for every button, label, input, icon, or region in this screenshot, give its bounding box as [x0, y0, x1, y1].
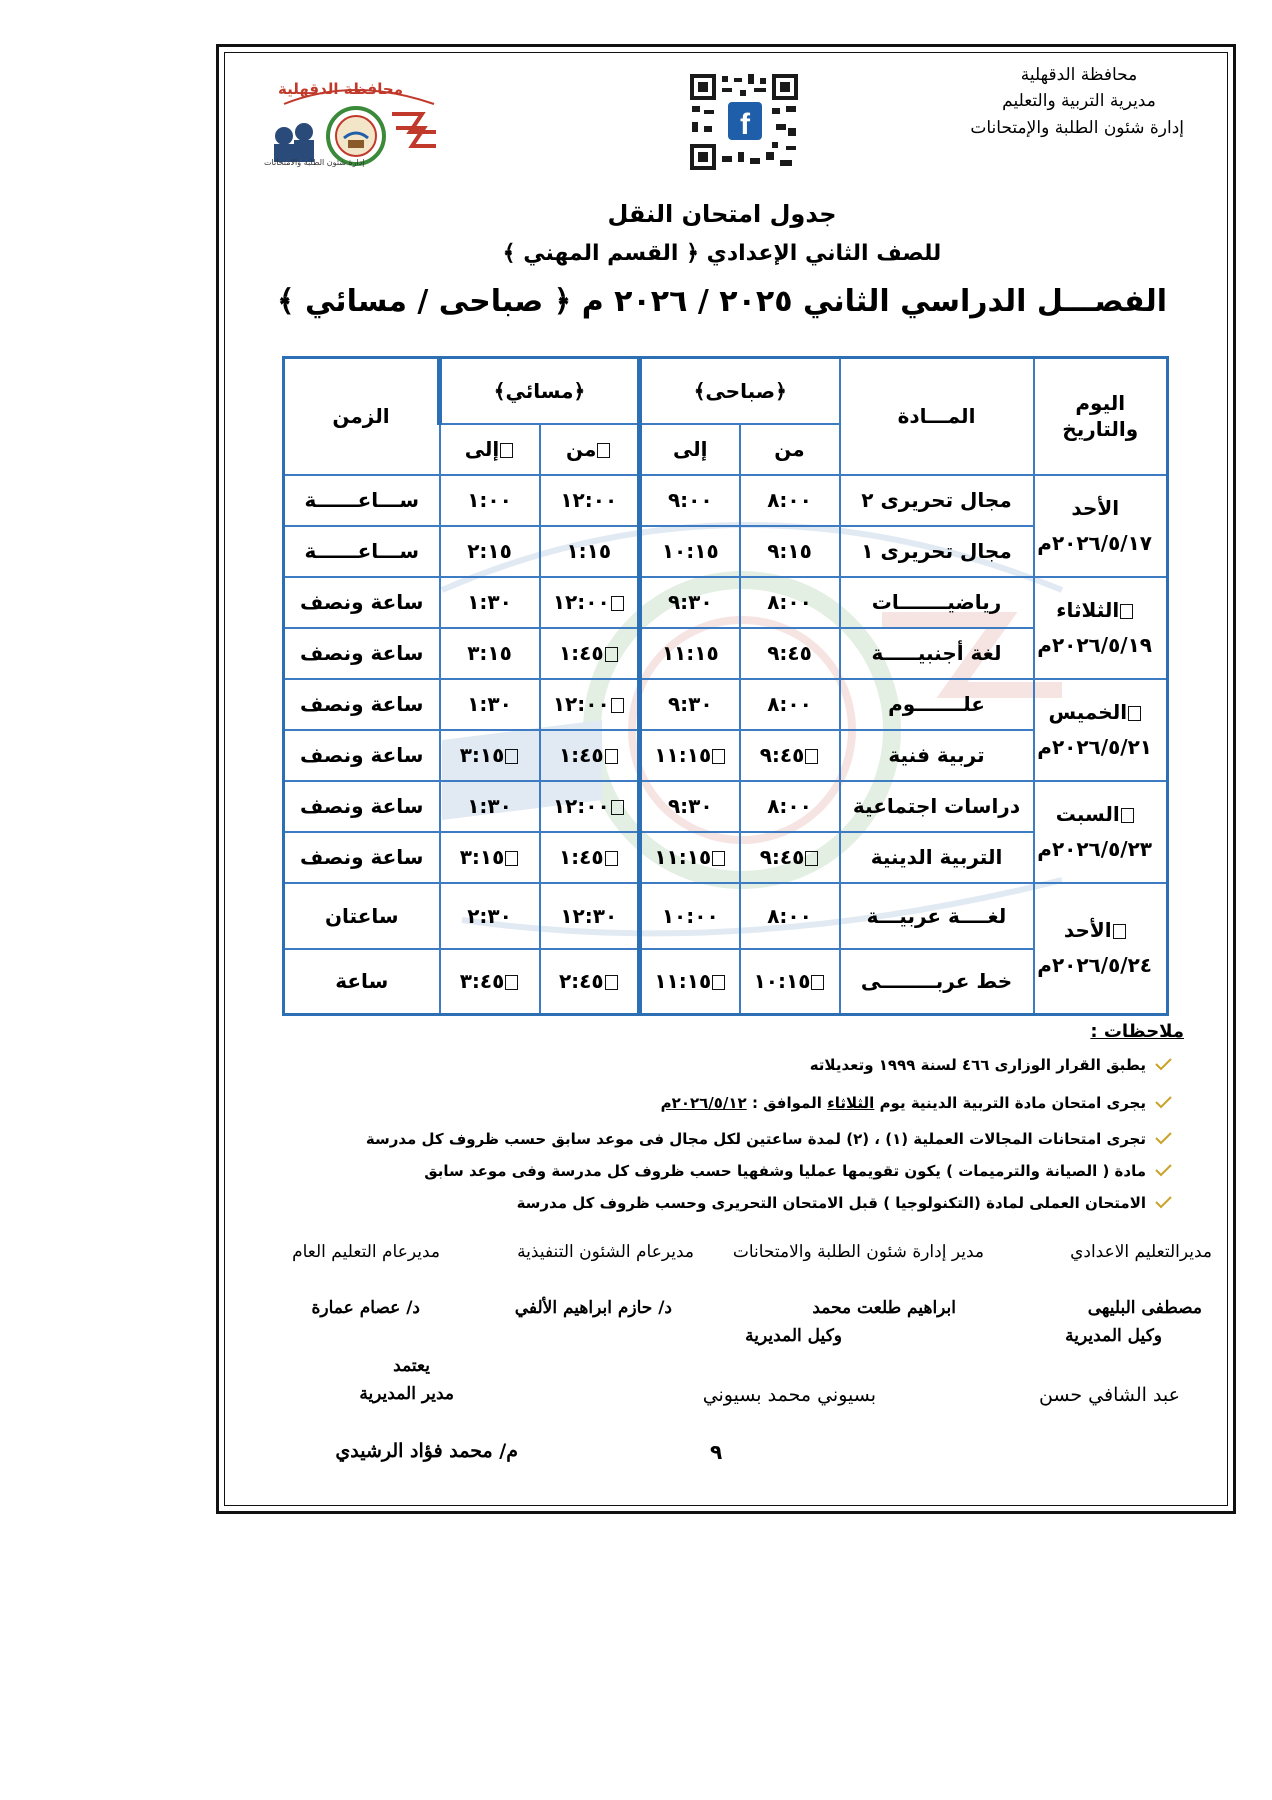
evening-from-cell: ١:٤٥ — [540, 730, 640, 781]
checkbox-icon — [605, 851, 618, 866]
evening-to-cell: ٣:١٥ — [440, 730, 540, 781]
signature-title: مديرعام التعليم العام — [292, 1242, 440, 1262]
checkbox-icon — [712, 851, 725, 866]
header-morning-from: من — [740, 424, 840, 475]
evening-to-cell: ٢:١٥ — [440, 526, 540, 577]
morning-from-cell: ٨:٠٠ — [740, 883, 840, 949]
checkbox-icon — [505, 975, 518, 990]
duration-cell: ساعة ونصف — [284, 679, 440, 730]
checkbox-icon — [505, 749, 518, 764]
checkbox-icon — [811, 975, 824, 990]
checkbox-icon — [605, 975, 618, 990]
duration-cell: ساعتان — [284, 883, 440, 949]
page-number: ٩ — [710, 1440, 723, 1464]
morning-to-cell: ٩:٠٠ — [640, 475, 740, 526]
header-morning-to: إلى — [640, 424, 740, 475]
checkbox-icon — [611, 800, 624, 815]
director-title: مدير المديرية — [359, 1384, 454, 1404]
subject-cell: تربية فنية — [840, 730, 1034, 781]
duration-cell: ساعة ونصف — [284, 577, 440, 628]
evening-from-cell: ١٢:٠٠ — [540, 475, 640, 526]
subject-cell: رياضيـــــــات — [840, 577, 1034, 628]
table-row — [284, 679, 1168, 730]
notes-title: ملاحظات : — [1090, 1021, 1184, 1042]
deputy-title: وكيل المديرية — [1065, 1326, 1162, 1346]
evening-from-cell: ١٢:٠٠ — [540, 577, 640, 628]
morning-to-cell: ٩:٣٠ — [640, 781, 740, 832]
check-arrow-icon — [1154, 1057, 1172, 1071]
note-item-religion: يجرى امتحان مادة التربية الدينية يوم الثلاثاء الموافق : ٢٠٢٦/٥/١٢م — [661, 1094, 1172, 1112]
note-item: مادة ( الصيانة والترميمات ) يكون تقويمها عمليا وشفهيا حسب ظروف كل مدرسة وفى موعد سابق — [424, 1162, 1172, 1180]
duration-cell: ساعة — [284, 949, 440, 1015]
signature-title: مدير إدارة شئون الطلبة والامتحانات — [732, 1242, 984, 1262]
checkbox-icon — [712, 749, 725, 764]
duration-cell: ساعة ونصف — [284, 781, 440, 832]
page-title: جدول امتحان النقل — [607, 200, 837, 228]
header-org-block — [970, 62, 1184, 141]
morning-from-cell: ٩:٤٥ — [740, 628, 840, 679]
duration-cell: ســـاعــــــة — [284, 475, 440, 526]
morning-to-cell: ١١:١٥ — [640, 949, 740, 1015]
evening-to-cell: ٣:٤٥ — [440, 949, 540, 1015]
note-item: يطبق القرار الوزارى ٤٦٦ لسنة ١٩٩٩ وتعديلاته — [810, 1056, 1172, 1074]
evening-to-cell: ٢:٣٠ — [440, 883, 540, 949]
checkbox-icon — [1113, 924, 1126, 939]
check-arrow-icon — [1154, 1195, 1172, 1209]
checkbox-icon — [805, 749, 818, 764]
duration-cell: ساعة ونصف — [284, 628, 440, 679]
logo-caption-bottom: إدارة شئون الطلبة والامتحانات — [264, 158, 365, 167]
signature-name: د/ حازم ابراهيم الألفي — [514, 1298, 672, 1318]
table-row — [284, 475, 1168, 526]
checkbox-icon — [605, 749, 618, 764]
signature-name: مصطفى البليهى — [1087, 1298, 1202, 1318]
morning-to-cell: ٩:٣٠ — [640, 577, 740, 628]
subject-cell: خط عربــــــــى — [840, 949, 1034, 1015]
morning-to-cell: ١٠:١٥ — [640, 526, 740, 577]
header-evening-from: من — [540, 424, 640, 475]
approve-label: يعتمد — [393, 1356, 430, 1376]
day-date-cell: الأحد ٢٠٢٦/٥/١٧م — [1034, 475, 1168, 577]
evening-from-cell: ١:١٥ — [540, 526, 640, 577]
header-subject: المـــادة — [840, 358, 1034, 475]
subject-cell: لغة أجنبيـــــة — [840, 628, 1034, 679]
day-date-cell: الثلاثاء ٢٠٢٦/٥/١٩م — [1034, 577, 1168, 679]
checkbox-icon — [712, 975, 725, 990]
morning-to-cell: ١١:١٥ — [640, 628, 740, 679]
duration-cell: ســـاعــــــة — [284, 526, 440, 577]
header-day-date: اليوم والتاريخ — [1034, 358, 1168, 475]
header-evening: ﴿مسائي﴾ — [440, 358, 640, 424]
duration-cell: ساعة ونصف — [284, 730, 440, 781]
deputy-name: عبد الشافي حسن — [1038, 1384, 1180, 1406]
signature-name: ابراهيم طلعت محمد — [812, 1298, 956, 1318]
checkbox-icon — [1128, 706, 1141, 721]
morning-to-cell: ١٠:٠٠ — [640, 883, 740, 949]
morning-from-cell: ١٠:١٥ — [740, 949, 840, 1015]
checkbox-icon — [505, 851, 518, 866]
governorate-name: محافظة الدقهلية — [1020, 65, 1138, 85]
note-item: الامتحان العملى لمادة (التكنولوجيا ) قبل الامتحان التحريرى وحسب ظروف كل مدرسة — [517, 1194, 1172, 1212]
subject-cell: مجال تحريرى ١ — [840, 526, 1034, 577]
checkbox-icon — [1121, 808, 1134, 823]
morning-from-cell: ٨:٠٠ — [740, 577, 840, 628]
day-date-cell: الأحد ٢٠٢٦/٥/٢٤م — [1034, 883, 1168, 1015]
morning-to-cell: ٩:٣٠ — [640, 679, 740, 730]
evening-from-cell: ١٢:٣٠ — [540, 883, 640, 949]
checkbox-icon — [597, 443, 610, 458]
header-evening-to: إلى — [440, 424, 540, 475]
evening-from-cell: ١:٤٥ — [540, 628, 640, 679]
signature-name: د/ عصام عمارة — [311, 1298, 420, 1318]
checkbox-icon — [605, 647, 618, 662]
checkbox-icon — [805, 851, 818, 866]
check-arrow-icon — [1154, 1131, 1172, 1145]
evening-from-cell: ١٢:٠٠ — [540, 679, 640, 730]
evening-to-cell: ١:٣٠ — [440, 781, 540, 832]
signature-title: مديرعام الشئون التنفيذية — [517, 1242, 694, 1262]
checkbox-icon — [500, 443, 513, 458]
morning-from-cell: ٩:١٥ — [740, 526, 840, 577]
morning-from-cell: ٨:٠٠ — [740, 475, 840, 526]
qr-code-icon[interactable] — [688, 72, 800, 172]
check-arrow-icon — [1154, 1095, 1172, 1109]
subject-cell: دراسات اجتماعية — [840, 781, 1034, 832]
evening-from-cell: ١٢:٠٠ — [540, 781, 640, 832]
evening-to-cell: ١:٣٠ — [440, 577, 540, 628]
subject-cell: علـــــــوم — [840, 679, 1034, 730]
morning-from-cell: ٩:٤٥ — [740, 832, 840, 883]
morning-from-cell: ٩:٤٥ — [740, 730, 840, 781]
evening-to-cell: ١:٠٠ — [440, 475, 540, 526]
department-name: إدارة شئون الطلبة والإمتحانات — [970, 117, 1184, 138]
checkbox-icon — [611, 698, 624, 713]
evening-to-cell: ١:٣٠ — [440, 679, 540, 730]
deputy-name: بسيوني محمد بسيوني — [702, 1384, 876, 1406]
header-duration: الزمن — [284, 358, 440, 475]
page-subtitle: للصف الثاني الإعدادي ﴿ القسم المهني ﴾ — [502, 241, 942, 266]
header-morning: ﴿صباحى﴾ — [640, 358, 840, 424]
note-item: تجرى امتحانات المجالات العملية (١) ، (٢) لمدة ساعتين لكل مجال فى موعد سابق حسب ظروف كل مدرسة — [366, 1130, 1172, 1148]
check-arrow-icon — [1154, 1163, 1172, 1177]
morning-from-cell: ٨:٠٠ — [740, 781, 840, 832]
checkbox-icon — [1120, 604, 1133, 619]
svg-text:f: f — [740, 108, 750, 141]
table-row — [284, 577, 1168, 628]
directorate-name: مديرية التربية والتعليم — [1002, 91, 1156, 112]
evening-from-cell: ١:٤٥ — [540, 832, 640, 883]
evening-to-cell: ٣:١٥ — [440, 628, 540, 679]
table-row — [284, 781, 1168, 832]
logo-caption-top: محافظة الدقهلية — [278, 80, 403, 98]
evening-from-cell: ٢:٤٥ — [540, 949, 640, 1015]
term-title: الفصـــل الدراسي الثاني ٢٠٢٥ / ٢٠٢٦ م ﴿ صباحى / مسائي ﴾ — [276, 284, 1168, 319]
table-row — [284, 883, 1168, 949]
morning-from-cell: ٨:٠٠ — [740, 679, 840, 730]
day-date-cell: السبت ٢٠٢٦/٥/٢٣م — [1034, 781, 1168, 883]
subject-cell: التربية الدينية — [840, 832, 1034, 883]
duration-cell: ساعة ونصف — [284, 832, 440, 883]
director-name: م/ محمد فؤاد الرشيدي — [335, 1440, 518, 1462]
morning-to-cell: ١١:١٥ — [640, 730, 740, 781]
morning-to-cell: ١١:١٥ — [640, 832, 740, 883]
deputy-title: وكيل المديرية — [745, 1326, 842, 1346]
signature-title: مديرالتعليم الاعدادي — [1070, 1242, 1212, 1262]
subject-cell: مجال تحريرى ٢ — [840, 475, 1034, 526]
day-date-cell: الخميس ٢٠٢٦/٥/٢١م — [1034, 679, 1168, 781]
checkbox-icon — [611, 596, 624, 611]
subject-cell: لغــــة عربيـــة — [840, 883, 1034, 949]
exam-schedule-table — [282, 356, 1169, 1016]
evening-to-cell: ٣:١٥ — [440, 832, 540, 883]
